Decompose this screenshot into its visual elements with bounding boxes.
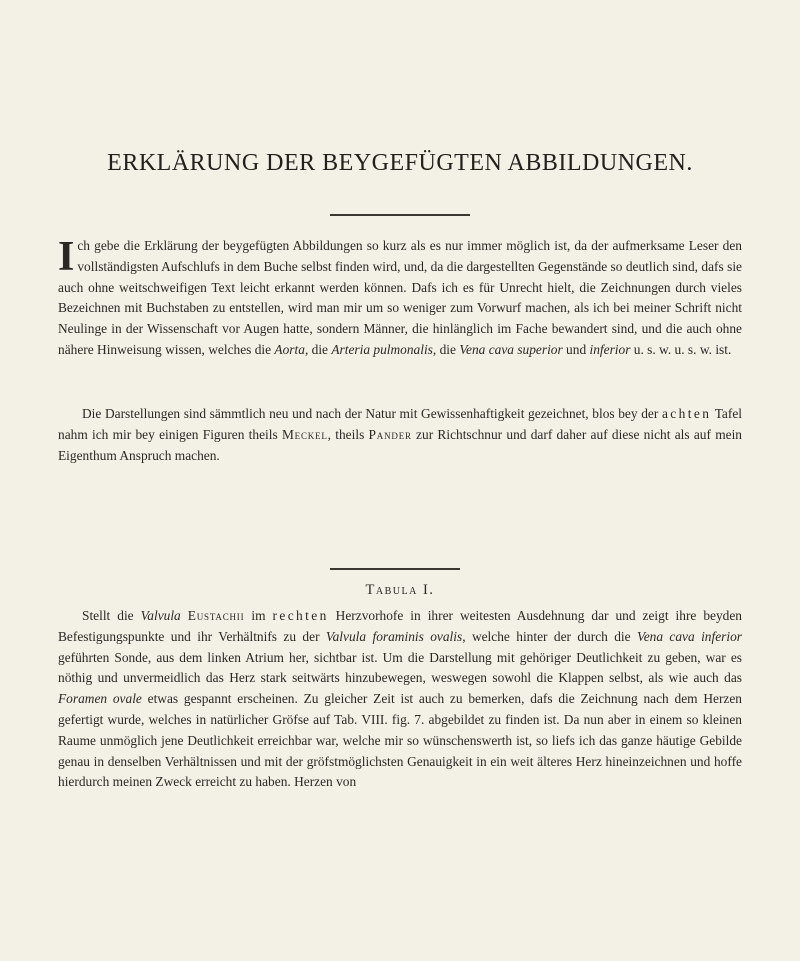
intro-sep: , die xyxy=(304,341,332,357)
section-heading: Tabula I. xyxy=(365,582,435,598)
intro-sep: und xyxy=(562,341,590,357)
para2-text: Tafel nahm ich mir bey einigen Figuren theils xyxy=(58,406,742,442)
emph-achten: achten xyxy=(661,406,712,421)
term-valvula-foraminis-ovalis: Valvula foraminis ovalis xyxy=(325,628,463,644)
term-foramen-ovale: Foramen ovale xyxy=(58,691,142,707)
paragraph-2 xyxy=(58,404,742,466)
intro-tail: u. s. w. u. s. w. ist. xyxy=(630,341,732,357)
para3-text: im xyxy=(244,608,273,623)
intro-sep: , die xyxy=(432,341,460,357)
drop-cap: I xyxy=(58,234,75,280)
term-arteria-pulmonalis: Arteria pulmonalis xyxy=(331,341,433,357)
term-inferior: inferior xyxy=(589,341,631,357)
name-pander: Pander xyxy=(368,426,412,442)
para3-text: , welche hinter der durch die xyxy=(462,628,637,644)
page-title: ERKLÄRUNG DER BEYGEFÜGTEN ABBILDUNGEN. xyxy=(107,150,693,176)
para3-text: geführten Sonde, aus dem linken Atrium her, sichtbar ist. Um die Darstellung mit gehöriger Deutlichkeit zu geben, war es nöthig und unvermeidlich das Herz stark seitwärts hinzubewegen, weswegen sowohl die Klappen selbst, als wie auch das xyxy=(58,649,742,686)
term-vena-cava-inferior: Vena cava inferior xyxy=(637,628,743,644)
tabula-1-paragraph xyxy=(58,606,742,793)
title-divider xyxy=(330,214,470,216)
para2-text: zur Richtschnur und darf daher auf diese nicht als auf mein Eigenthum Anspruch machen. xyxy=(58,426,742,463)
name-eustachii: Eustachii xyxy=(187,608,245,623)
para3-text: Stellt die xyxy=(82,608,141,623)
para2-text: Die Darstellungen sind sämmtlich neu und nach der Natur mit Gewissenhaftigkeit gezeichnet, blos bey der xyxy=(82,406,662,421)
emph-rechten: rechten xyxy=(272,608,329,623)
term-vena-cava-superior: Vena cava superior xyxy=(459,341,563,357)
para3-text: Herzvorhofe in ihrer weitesten Ausdehnung dar und zeigt ihre beyden Befestigungspunkte und ihr Verhältnifs zu der xyxy=(58,608,742,644)
para2-text: , theils xyxy=(327,426,369,442)
intro-paragraph xyxy=(58,236,742,361)
section-divider xyxy=(330,568,460,570)
term-aorta: Aorta xyxy=(274,341,305,357)
term-valvula: Valvula xyxy=(140,608,181,623)
para3-text: etwas gespannt erscheinen. Zu gleicher Zeit ist auch zu bemerken, dafs die Zeichnung nach dem Herzen gefertigt wurde, welches in natürlicher Gröfse auf Tab. VIII. fig. 7. abgebildet zu finden ist. Da nun aber in einem so kleinen Raume unmöglich jene Deutlichkeit erreichbar war, welche mir so wünschenswerth ist, so liefs ich das ganze häutige Gebilde genau in denselben Verhältnissen und mit der gröfstmöglichsten Genauigkeit in ein weit älteres Herz hineinzeichnen und hoffe hierdurch meinen Zweck erreicht zu haben. Herzen von xyxy=(58,691,742,790)
intro-text: ch gebe die Erklärung der beygefügten Abbildungen so kurz als es nur immer möglich ist, da der aufmerksame Leser den vollständigsten Aufschlufs in dem Buche selbst finden wird, und, da die dargestellten Gegenstände so deutlich sind, dafs sie auch ohne weitschweifigen Text leicht erkannt werden können. Dafs ich es für Unrecht hielt, die Zeichnungen durch vieles Bezeichnen mit Buchstaben zu entstellen, wird man mir um so weniger zum Vorwurf machen, als ich bei meiner Schrift nicht Neulinge in der Wissenschaft vor Augen hatte, sondern Männer, die hinlänglich im Fache bewandert sind, und die auch ohne nähere Hinweisung wissen, welches die xyxy=(58,238,742,357)
name-meckel: Meckel xyxy=(281,426,328,442)
